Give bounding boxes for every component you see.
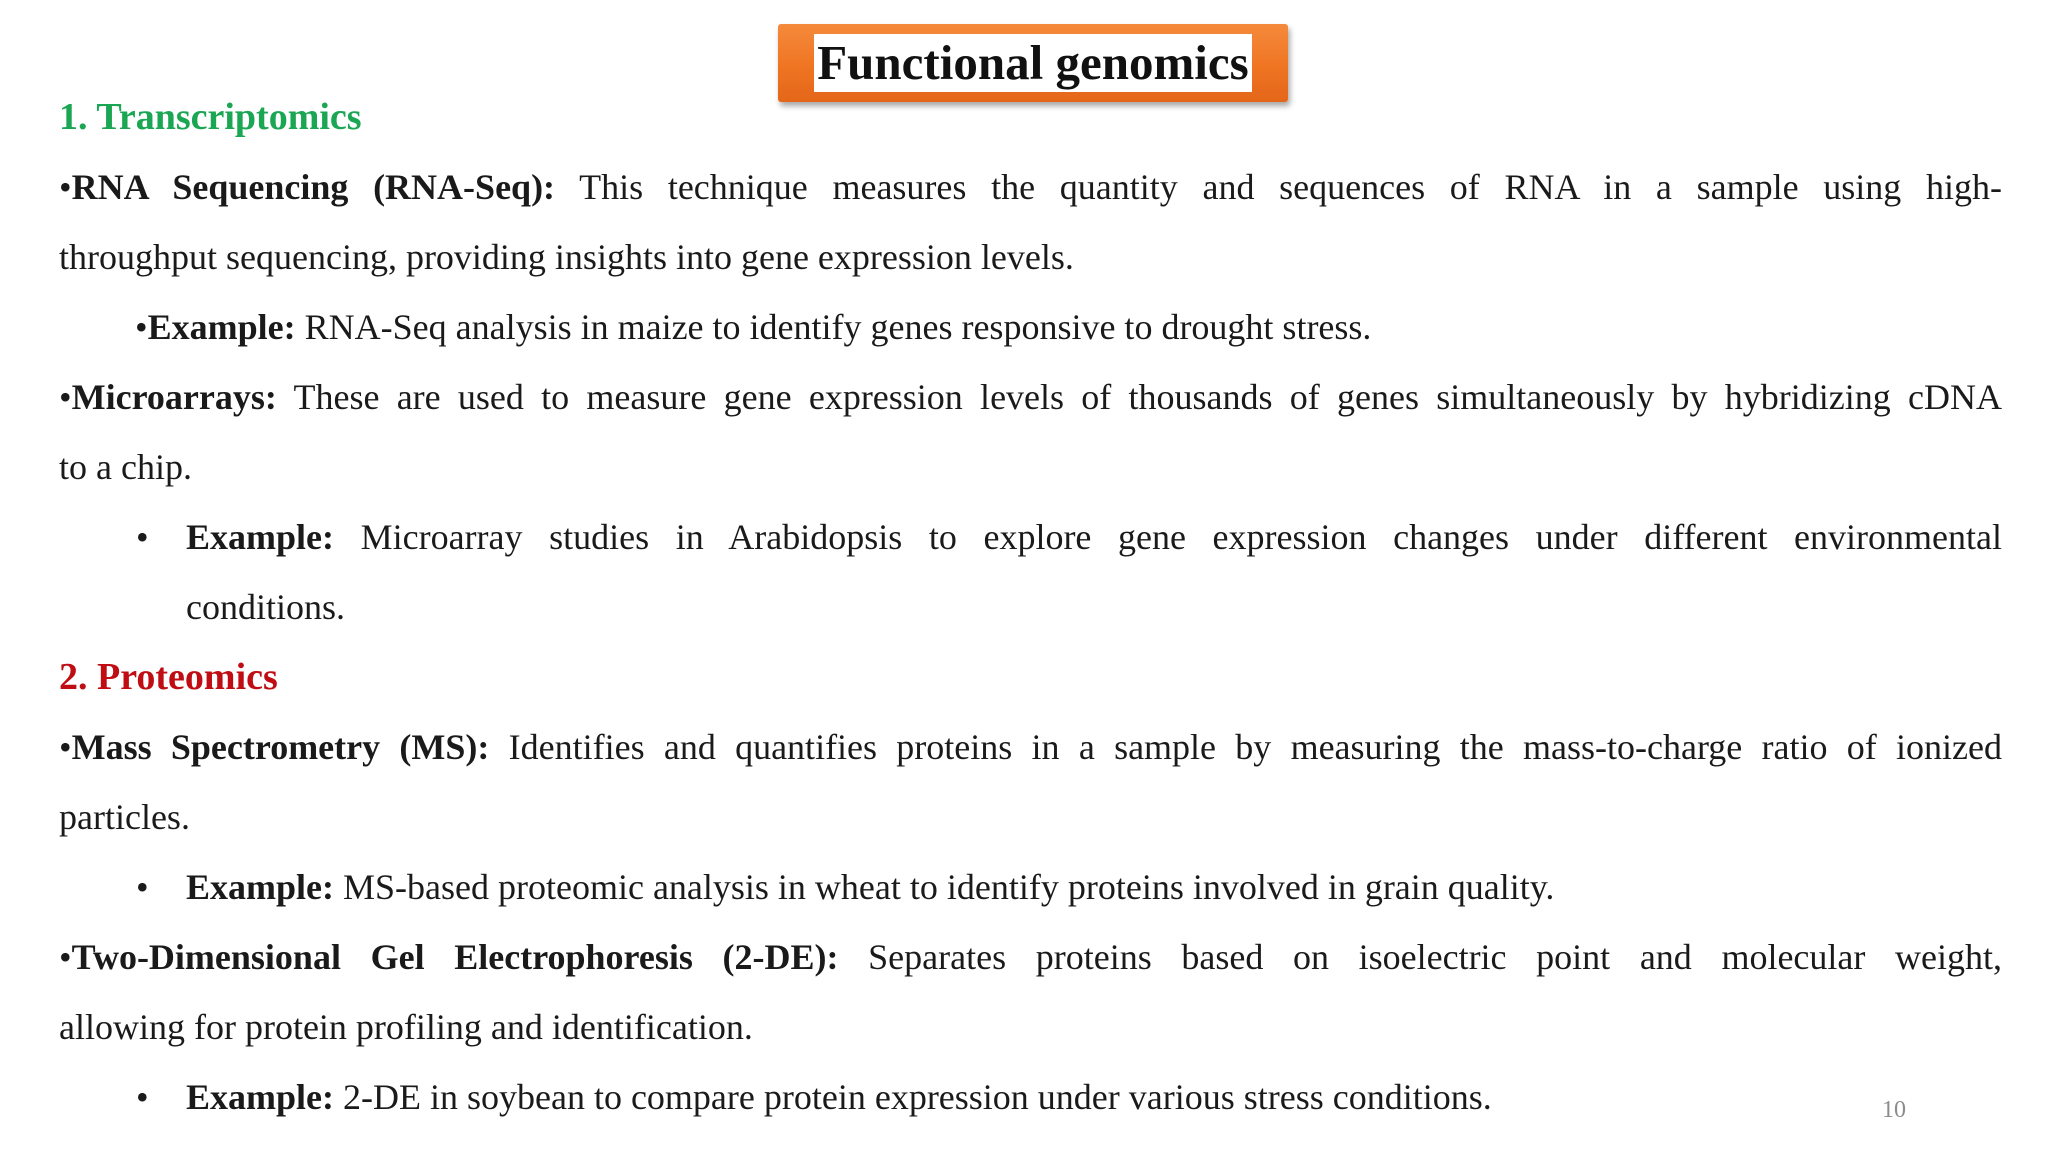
microarrays-paragraph-line1 [59, 362, 2002, 432]
rnaseq-example-text: RNA-Seq analysis in maize to identify genes responsive to drought stress. [304, 307, 1372, 347]
rnaseq-text-line1: This technique measures the quantity and sequences of RNA in a sample using high- [579, 167, 2002, 207]
rnaseq-example [59, 292, 2002, 362]
section-heading-transcriptomics: 1. Transcriptomics [59, 96, 362, 138]
example-label: Example: [186, 517, 334, 557]
microarrays-example-text-line2: conditions. [186, 587, 345, 627]
ms-text-line1: Identifies and quantifies proteins in a sample by measuring the mass-to-charge ratio of ionized [508, 727, 2002, 767]
twode-paragraph-line2 [59, 992, 2002, 1062]
example-label: Example: [186, 867, 334, 907]
twode-term: Two-Dimensional Gel Electrophoresis (2-DE): [71, 937, 839, 977]
section-heading-proteomics: 2. Proteomics [59, 656, 278, 698]
ms-example [59, 852, 2002, 922]
twode-example-text: 2-DE in soybean to compare protein expression under various stress conditions. [343, 1077, 1492, 1117]
bullet: • [135, 307, 148, 347]
bullet: • [136, 867, 149, 907]
ms-example-text: MS-based proteomic analysis in wheat to identify proteins involved in grain quality. [343, 867, 1555, 907]
microarrays-example-line1 [59, 502, 2002, 572]
twode-example [59, 1062, 2002, 1132]
example-label: Example: [186, 1077, 334, 1117]
microarrays-paragraph-line2 [59, 432, 2002, 502]
ms-term: Mass Spectrometry (MS): [71, 727, 490, 767]
rnaseq-term: RNA Sequencing (RNA-Seq): [71, 167, 556, 207]
bullet: • [59, 167, 72, 207]
ms-paragraph-line2 [59, 782, 2002, 852]
twode-paragraph-line1 [59, 922, 2002, 992]
microarrays-example-text-line1: Microarray studies in Arabidopsis to explore gene expression changes under different environmental [360, 517, 2002, 557]
bullet: • [136, 1077, 149, 1117]
microarrays-text-line2: to a chip. [59, 447, 192, 487]
microarrays-text-line1: These are used to measure gene expression levels of thousands of genes simultaneously by hybridizing cDNA [293, 377, 2002, 417]
slide-title: Functional genomics [814, 34, 1251, 92]
microarrays-example-line2 [59, 572, 2002, 642]
bullet: • [136, 517, 149, 557]
bullet: • [59, 937, 72, 977]
example-label: Example: [147, 307, 296, 347]
bullet: • [59, 727, 72, 767]
bullet: • [59, 377, 72, 417]
twode-text-line2: allowing for protein profiling and identification. [59, 1007, 753, 1047]
twode-text-line1: Separates proteins based on isoelectric point and molecular weight, [868, 937, 2003, 977]
rnaseq-paragraph-line1 [59, 152, 2002, 222]
page-number: 10 [1882, 1097, 1906, 1123]
ms-paragraph-line1 [59, 712, 2002, 782]
rnaseq-text-line2: throughput sequencing, providing insights into gene expression levels. [59, 237, 1074, 277]
rnaseq-paragraph-line2 [59, 222, 2002, 292]
microarrays-term: Microarrays: [71, 377, 277, 417]
slide-body [59, 82, 2002, 1132]
ms-text-line2: particles. [59, 797, 190, 837]
